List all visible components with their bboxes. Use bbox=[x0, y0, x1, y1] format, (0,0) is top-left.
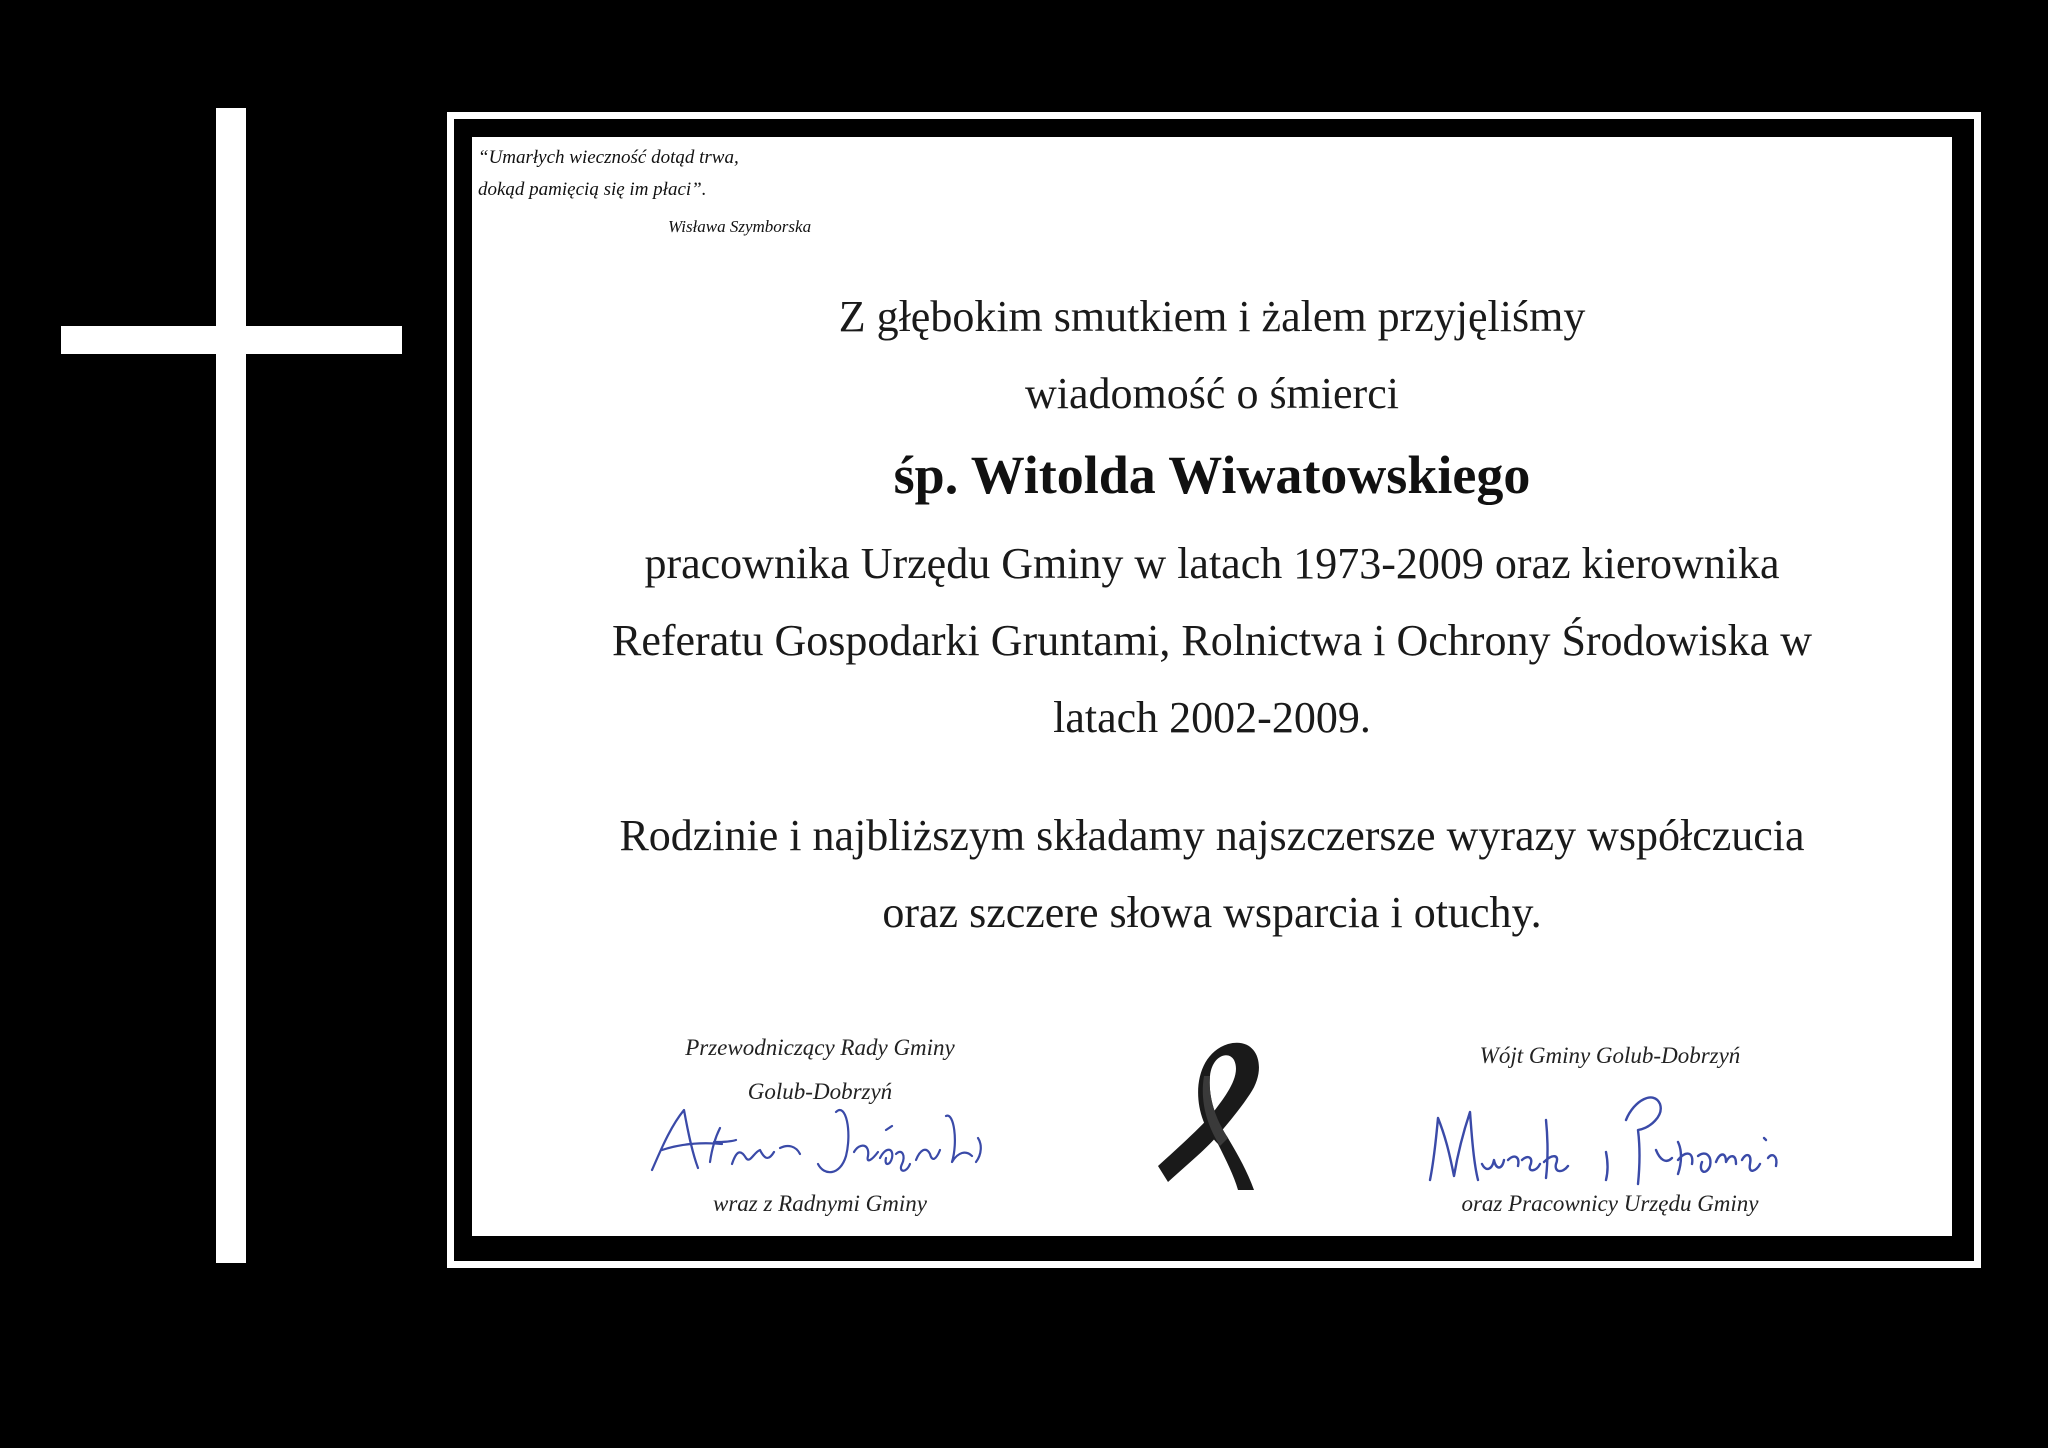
intro-line: wiadomość o śmierci bbox=[1025, 369, 1399, 418]
intro-line: Z głębokim smutkiem i żalem przyjęliśmy bbox=[838, 292, 1586, 341]
condolences-line: Rodzinie i najbliższym składamy najszczersze wyrazy współczucia bbox=[619, 811, 1805, 860]
right-signature-text: Marek Rychowicz bbox=[1420, 1080, 1428, 1081]
intro-text bbox=[472, 278, 1952, 432]
right-signatory-subtitle: oraz Pracownicy Urzędu Gminy bbox=[1461, 1191, 1759, 1216]
details-line: Referatu Gospodarki Gruntami, Rolnictwa i Ochrony Środowiska w bbox=[612, 616, 1812, 665]
left-handwritten-signature bbox=[640, 1072, 990, 1192]
condolences-text bbox=[472, 797, 1952, 951]
left-signatory-title-line: Golub-Dobrzyń bbox=[747, 1079, 893, 1104]
condolences-line: oraz szczere słowa wsparcia i otuchy. bbox=[882, 888, 1542, 937]
epigraph-quote bbox=[478, 142, 739, 206]
quote-line: dokąd pamięcią się im płaci”. bbox=[478, 179, 707, 200]
quote-line: “Umarłych wieczność dotąd trwa, bbox=[478, 147, 739, 168]
deceased-details bbox=[472, 525, 1952, 756]
cross-icon bbox=[216, 108, 246, 1263]
left-signatory-subtitle: wraz z Radnymi Gminy bbox=[712, 1191, 928, 1216]
right-handwritten-signature bbox=[1420, 1080, 1790, 1190]
details-line: latach 2002-2009. bbox=[1053, 693, 1371, 742]
deceased-name: śp. Witolda Wiwatowskiego bbox=[893, 445, 1531, 505]
right-signatory-title: Wójt Gminy Golub-Dobrzyń bbox=[1479, 1043, 1741, 1068]
left-signature-text: Artur Jaszyński bbox=[640, 1072, 647, 1073]
mourning-ribbon-icon bbox=[1150, 1036, 1280, 1191]
quote-author: Wisława Szymborska bbox=[668, 217, 812, 236]
cross-icon-crossbar bbox=[61, 326, 402, 354]
details-line: pracownika Urzędu Gminy w latach 1973-2009 oraz kierownika bbox=[644, 539, 1780, 588]
left-signatory-title-line: Przewodniczący Rady Gminy bbox=[685, 1035, 955, 1060]
